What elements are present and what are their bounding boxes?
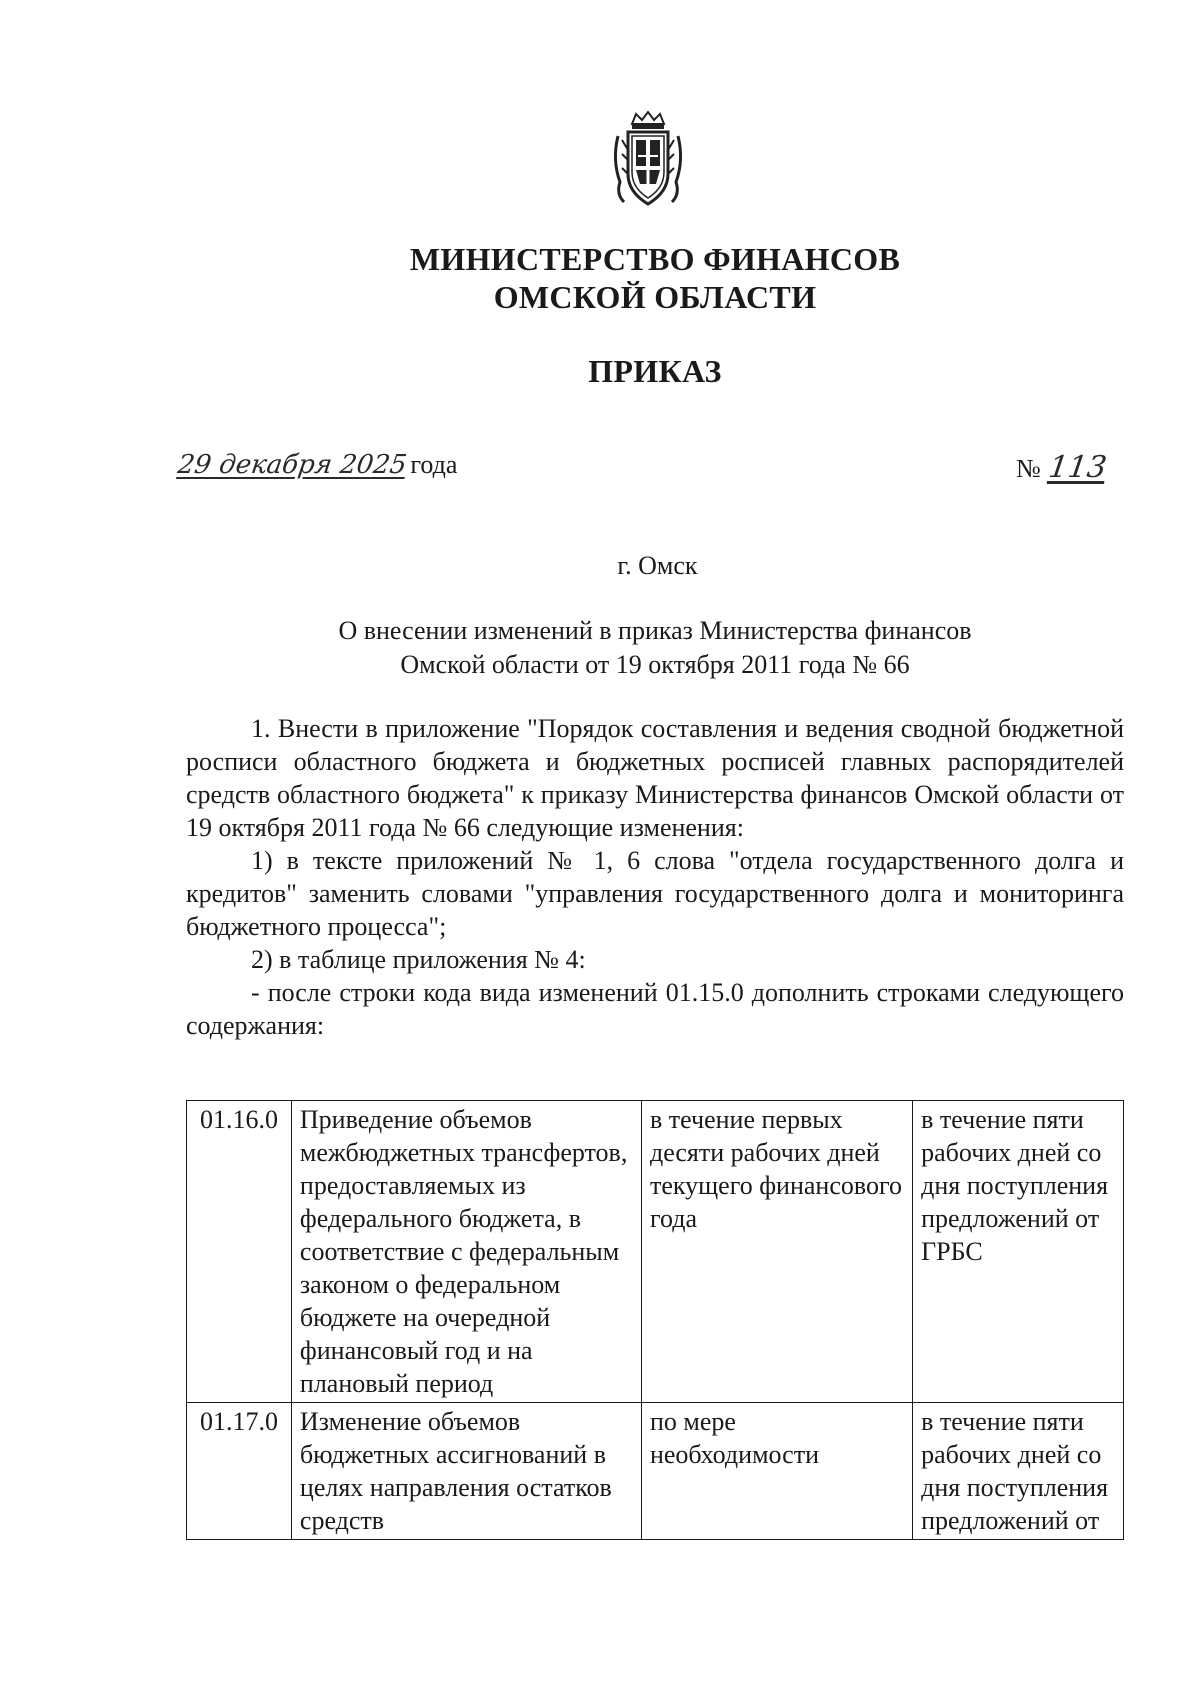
number-sign: № [1016, 454, 1041, 483]
row-code: 01.16.0 [187, 1101, 292, 1403]
title-line-1: О внесении изменений в приказ Министерства финансов [338, 616, 972, 645]
coat-of-arms-icon [608, 110, 688, 210]
row-description: Изменение объемов бюджетных ассигнований в целях направления остатков средств [291, 1403, 641, 1540]
row-term: в течение первых десяти рабочих дней текущего финансового года [641, 1101, 912, 1403]
document-type: ПРИКАЗ [588, 353, 722, 389]
body-text [186, 712, 1124, 1042]
paragraph-4: - после строки кода вида изменений 01.15.0 дополнить строками следующего содержания: [186, 978, 1124, 1040]
table-row [187, 1403, 1124, 1540]
date-line [175, 450, 458, 480]
ministry-name: МИНИСТЕРСТВО ФИНАНСОВ [409, 241, 901, 277]
date-suffix: года [410, 450, 458, 479]
city: г. Омск [617, 551, 698, 580]
table-row [187, 1101, 1124, 1403]
handwritten-date: 29 декабря 2025 [175, 450, 409, 480]
row-deadline: в течение пяти рабочих дней со дня поступления предложений от [913, 1403, 1124, 1540]
changes-table [186, 1100, 1124, 1540]
row-code: 01.17.0 [187, 1403, 292, 1540]
row-term: по мере необходимости [641, 1403, 912, 1540]
paragraph-1: 1. Внести в приложение "Порядок составления и ведения сводной бюджетной росписи областного бюджета и бюджетных росписей главных распорядителей средств областного бюджета" к приказу Министерства финансов Омской области от 19 октября 2011 года № 66 следующие изменения: [186, 714, 1124, 842]
order-number-line [1016, 450, 1109, 485]
paragraph-2: 1) в тексте приложений № 1, 6 слова "отдела государственного долга и кредитов" заменить словами "управления государственного долга и мониторинга бюджетного процесса"; [186, 846, 1124, 941]
paragraph-3: 2) в таблице приложения № 4: [251, 945, 586, 974]
handwritten-order-number: 113 [1046, 450, 1109, 485]
row-description: Приведение объемов межбюджетных трансфертов, предоставляемых из федерального бюджета, в соответствие с федеральным законом о федеральном бюджете на очередной финансовый год и на плановый период [291, 1101, 641, 1403]
title-line-2: Омской области от 19 октября 2011 года № 66 [400, 650, 910, 679]
document-title [0, 614, 1200, 682]
row-deadline: в течение пяти рабочих дней со дня поступления предложений от ГРБС [913, 1101, 1124, 1403]
region-name: ОМСКОЙ ОБЛАСТИ [493, 279, 817, 315]
